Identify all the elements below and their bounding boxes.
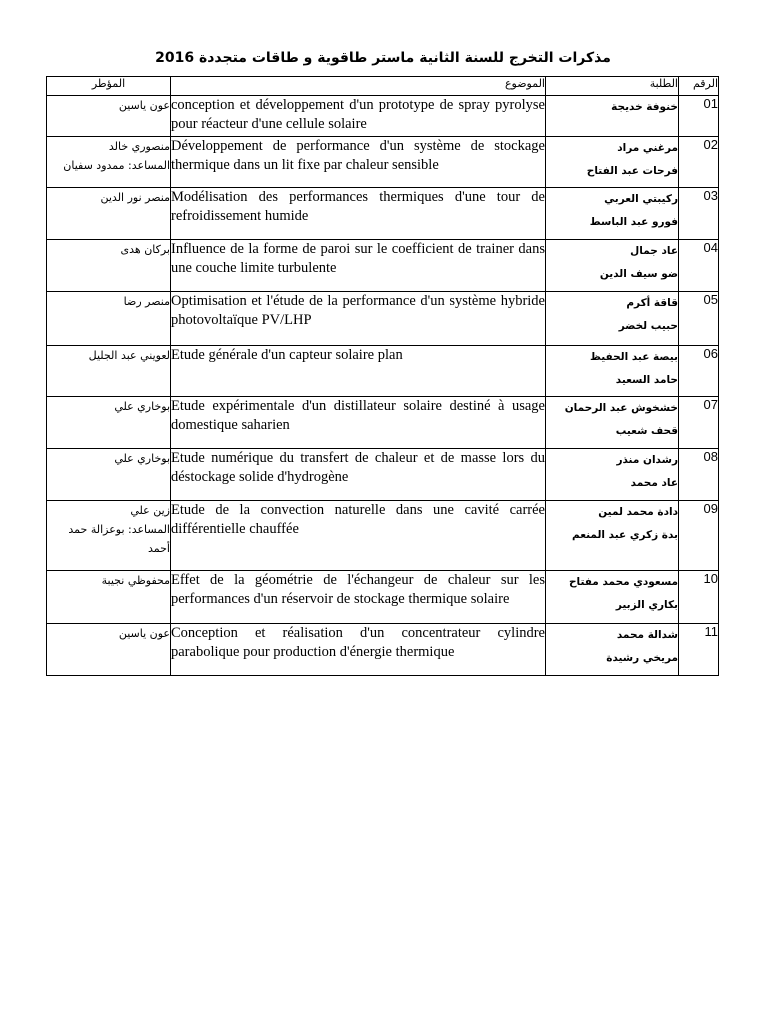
supervisor-cell	[47, 571, 171, 624]
supervisor-name: المساعد: بوعزالة حمد	[68, 523, 170, 536]
supervisor-name: بوخاري علي	[114, 400, 170, 413]
supervisor-name: منصر نور الدين	[100, 191, 170, 204]
student-name: عاد محمد	[630, 477, 678, 489]
subject-cell: conception et développement d'un prototype de spray pyrolyse pour réacteur d'une cellule solaire	[171, 96, 546, 137]
student-name: رشدان منذر	[616, 454, 678, 466]
table-row	[47, 96, 719, 137]
student-name: دادة محمد لمين	[598, 506, 678, 518]
supervisor-name: محفوظي نجيبة	[101, 574, 170, 587]
student-name: شدالة محمد	[616, 629, 678, 641]
supervisor-cell	[47, 346, 171, 397]
student-name: قحف شعيب	[615, 425, 678, 437]
row-number: 08	[679, 449, 719, 501]
supervisor-name: المساعد: ممدود سفيان	[63, 159, 170, 172]
student-name: بدة زكري عبد المنعم	[571, 529, 678, 541]
supervisor-name: زين علي	[130, 504, 170, 517]
subject-cell: Effet de la géométrie de l'échangeur de chaleur sur les performances d'un réservoir de stockage thermique solaire	[171, 571, 546, 624]
supervisor-cell	[47, 449, 171, 501]
supervisor-cell	[47, 96, 171, 137]
supervisor-cell	[47, 137, 171, 188]
supervisor-cell	[47, 397, 171, 449]
student-name: مرغني مراد	[617, 142, 678, 154]
students-cell	[546, 571, 679, 624]
students-cell	[546, 137, 679, 188]
students-cell	[546, 188, 679, 240]
students-cell	[546, 292, 679, 346]
supervisor-cell	[47, 188, 171, 240]
students-cell	[546, 501, 679, 571]
row-number: 04	[679, 240, 719, 292]
student-name: مريخي رشيدة	[606, 652, 678, 664]
student-name: فورو عبد الباسط	[589, 216, 678, 228]
theses-table	[46, 76, 719, 676]
row-number: 02	[679, 137, 719, 188]
subject-cell: Etude de la convection naturelle dans une cavité carrée différentielle chauffée	[171, 501, 546, 571]
subject-cell: Etude générale d'un capteur solaire plan	[171, 346, 546, 397]
supervisor-cell	[47, 240, 171, 292]
subject-cell: Optimisation et l'étude de la performance d'un système hybride photovoltaïque PV/LHP	[171, 292, 546, 346]
supervisor-name: عون ياسين	[118, 627, 170, 640]
supervisor-cell	[47, 292, 171, 346]
student-name: خنوفة خديجة	[611, 101, 678, 113]
student-name: عاد جمال	[630, 245, 678, 257]
supervisor-cell	[47, 501, 171, 571]
table-row	[47, 292, 719, 346]
supervisor-name: بوخاري علي	[114, 452, 170, 465]
table-row	[47, 188, 719, 240]
header-supervisor: المؤطر	[47, 77, 171, 96]
row-number: 01	[679, 96, 719, 137]
table-row	[47, 346, 719, 397]
students-cell	[546, 624, 679, 676]
row-number: 05	[679, 292, 719, 346]
table-row	[47, 137, 719, 188]
students-cell	[546, 346, 679, 397]
header-subject: الموضوع	[171, 77, 546, 96]
row-number: 09	[679, 501, 719, 571]
supervisor-name: منصوري خالد	[108, 140, 170, 153]
supervisor-name: لعويني عبد الجليل	[88, 349, 170, 362]
student-name: مسعودي محمد مفتاح	[568, 576, 678, 588]
supervisor-name: بركان هدى	[120, 243, 170, 256]
students-cell	[546, 397, 679, 449]
supervisor-name: عون ياسين	[118, 99, 170, 112]
students-cell	[546, 449, 679, 501]
student-name: خشخوش عبد الرحمان	[564, 402, 678, 414]
students-cell	[546, 96, 679, 137]
page-title: مذكرات التخرج للسنة الثانية ماستر طاقوية و طاقات متجددة 2016	[155, 50, 611, 66]
students-cell	[546, 240, 679, 292]
supervisor-name: أحمد	[148, 542, 170, 555]
subject-cell: Etude expérimentale d'un distillateur solaire destiné à usage domestique saharien	[171, 397, 546, 449]
table-body	[47, 96, 719, 676]
student-name: فرحات عبد الفتاح	[586, 165, 678, 177]
table-row	[47, 240, 719, 292]
table-row	[47, 397, 719, 449]
student-name: ضو سيف الدين	[599, 268, 678, 280]
student-name: حامد السعيد	[615, 374, 678, 386]
row-number: 10	[679, 571, 719, 624]
header-row	[47, 77, 719, 96]
row-number: 07	[679, 397, 719, 449]
table-row	[47, 449, 719, 501]
supervisor-cell	[47, 624, 171, 676]
subject-cell: Influence de la forme de paroi sur le coefficient de trainer dans une couche limite turbulente	[171, 240, 546, 292]
row-number: 11	[679, 624, 719, 676]
subject-cell: Etude numérique du transfert de chaleur et de masse lors du déstockage solide d'hydrogène	[171, 449, 546, 501]
student-name: قاقة أكرم	[626, 297, 678, 309]
subject-cell: Modélisation des performances thermiques d'une tour de refroidissement humide	[171, 188, 546, 240]
student-name: ركيبتي العربي	[604, 193, 678, 205]
student-name: بيصة عبد الحفيظ	[590, 351, 678, 363]
header-number: الرقم	[679, 77, 719, 96]
table-row	[47, 624, 719, 676]
header-students: الطلبة	[546, 77, 679, 96]
student-name: حبيب لخضر	[618, 320, 678, 332]
student-name: بكاري الزبير	[615, 599, 678, 611]
subject-cell: Conception et réalisation d'un concentrateur cylindre parabolique pour production d'énergie thermique	[171, 624, 546, 676]
table-row	[47, 571, 719, 624]
subject-cell: Développement de performance d'un système de stockage thermique dans un lit fixe par chaleur sensible	[171, 137, 546, 188]
table-row	[47, 501, 719, 571]
row-number: 03	[679, 188, 719, 240]
row-number: 06	[679, 346, 719, 397]
supervisor-name: منصر رضا	[123, 295, 170, 308]
